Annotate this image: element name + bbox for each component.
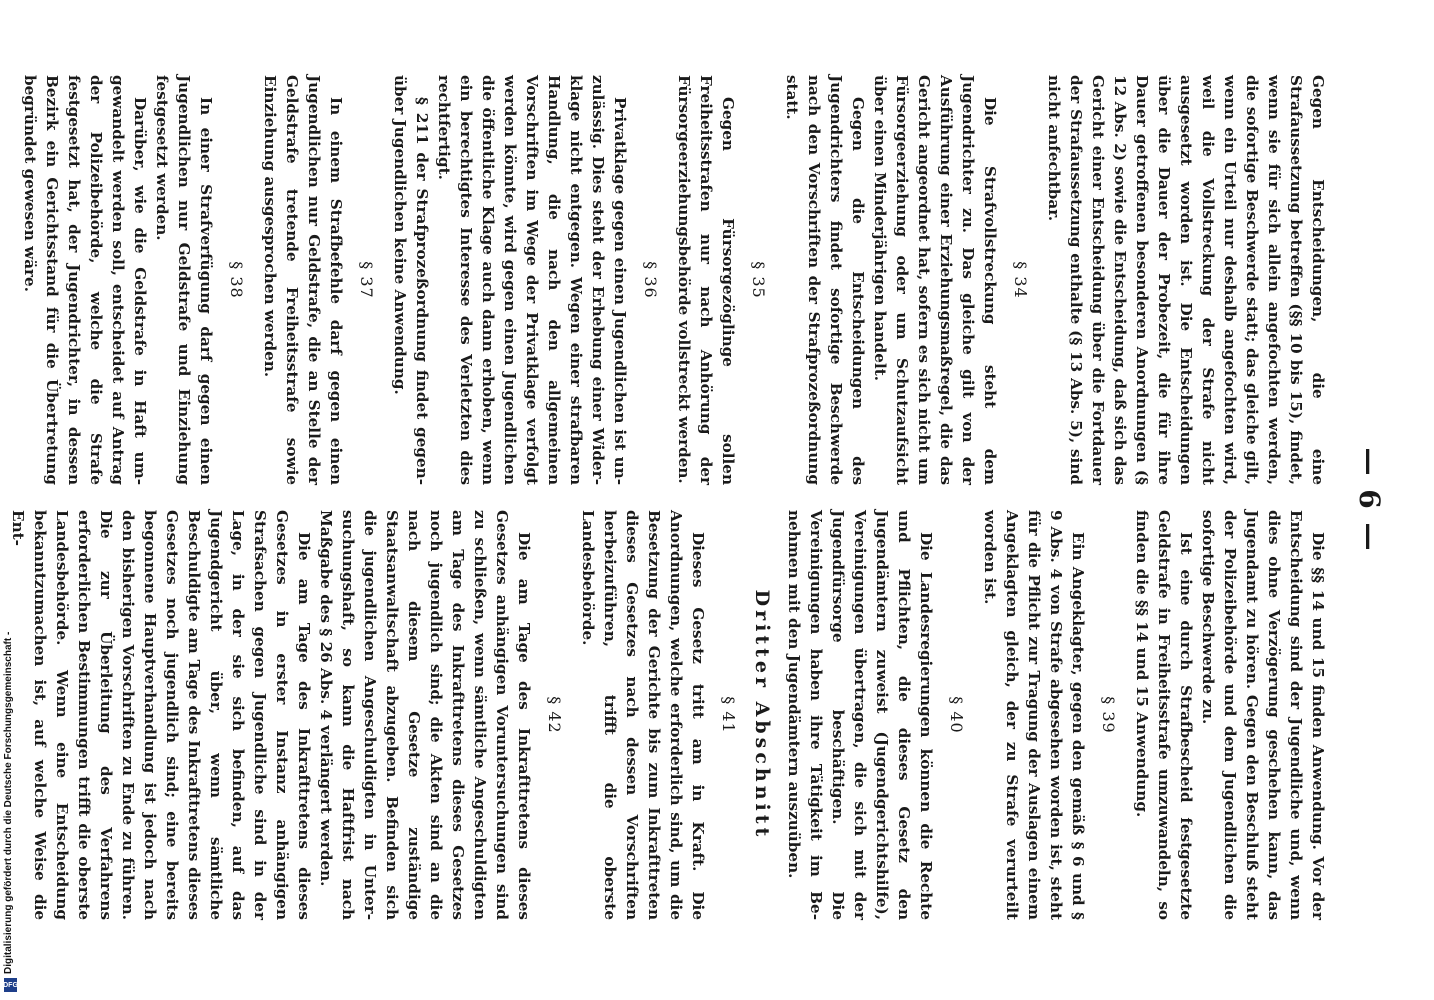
section-heading: § 40 [947,696,966,734]
dfg-logo-icon: DFG [4,978,17,992]
paragraph: In einer Strafverfügung darf gegen einen Jugendlichen nur Geldstrafe und Einziehung festgesetzt werden. [153,75,215,485]
paragraph: § 211 der Strafprozeßordnung findet gegenüber Jugendlichen keine Anwendung. [391,75,431,485]
paragraph: Darüber, wie die Geldstrafe in Haft umgewandelt werden soll, entscheidet auf Antrag der Polizeibehörde, welche die Strafe festgesetzt hat, der Jugendrichter, in dessen Bezirk ein Gerichtsstand für die Übertretung begründet gewesen wäre. [21,75,149,485]
section-heading: § 34 [1011,261,1030,299]
section-heading: § 35 [749,261,768,299]
right-column [7,510,1329,920]
section-heading: § 41 [719,696,738,734]
paragraph: Ein Angeklagter, gegen den gemäß § 6 und § 9 Abs. 4 von Strafe abgesehen worden ist, steht für die Pflicht zur Tragung der Auslagen einem Angeklagten gleich, der zu Strafe verurteilt worden ist. [981,510,1087,920]
paragraph: Die §§ 14 und 15 finden Anwendung. Vor der Entscheidung sind der Jugendliche und, wenn dies ohne Verzögerung geschehen kann, das Jugendamt zu hören. Gegen den Beschluß steht der Polizeibehörde und dem Jugendlichen die sofortige Beschwerde zu. [1199,510,1327,920]
paragraph: Gegen Entscheidungen, die eine Strafaussetzung betreffen (§§ 10 bis 15), findet, wenn sie für sich allein angefochten werden, die sofortige Beschwerde statt; das gleiche gilt, wenn ein Urteil nur deshalb angefochten wird, weil die Vollstreckung der Strafe nicht ausgesetzt worden ist. Die Entscheidungen über die Dauer der Probezeit, die für ihre Dauer getroffenen besonderen Anordnungen (§ 12 Abs. 2) sowie die Entscheidung, daß sich das Gericht einer Entscheidung über die Fortdauer der Strafaussetzung enthalte (§ 13 Abs. 5), sind nicht anfechtbar. [1045,75,1327,485]
paragraph: Privatklage gegen einen Jugendlichen ist unzulässig. Dies steht der Erhebung einer Widerklage nicht entgegen. Wegen einer strafbaren Handlung, die nach den allgemeinen Vorschriften im Wege der Privatklage verfolgt werden könnte, wird gegen einen Jugendlichen die öffentliche Klage auch dann erhoben, wenn ein berechtigtes Interesse des Verletzten dies rechtfertigt. [435,75,629,485]
left-column [19,75,1329,485]
section-heading: § 37 [357,261,376,299]
section-heading: § 36 [641,261,660,299]
paragraph: In einem Strafbefehle darf gegen einen Jugendlichen nur Geldstrafe, die an Stelle der Geldstrafe tretende Freiheitsstrafe sowie Einziehung ausgesprochen werden. [261,75,345,485]
section-heading: § 38 [227,261,246,299]
division-heading: Dritter Abschnitt [751,589,773,841]
digitization-credit [0,0,22,1000]
paragraph: Ist eine durch Strafbescheid festgesetzte Geldstrafe in Freiheitsstrafe umzuwandeln, so finden die §§ 14 und 15 Anwendung. [1133,510,1195,920]
paragraph: Gegen Fürsorgezöglinge sollen Freiheitsstrafen nur nach Anhörung der Fürsorgeerziehungsbehörde vollstreckt werden. [675,75,737,485]
page-number: — 6 — [1353,447,1386,553]
credit-text: Digitalisierung gefördert durch die Deutsche Forschungsgemeinschaft - [3,631,14,974]
paragraph: Die Strafvollstreckung steht dem Jugendrichter zu. Das gleiche gilt von der Ausführung einer Erziehungsmaßregel, die das Gericht angeordnet hat, sofern es sich nicht um Fürsorgeerziehung oder um Schutzaufsicht über einen Minderjährigen handelt. [871,75,999,485]
paragraph: Die am Tage des Inkrafttretens dieses Gesetzes in erster Instanz anhängigen Strafsachen gegen Jugendliche sind in der Lage, in der sie sich befinden, auf das Jugendgericht über, wenn sämtliche Beschuldigte am Tage des Inkrafttretens dieses Gesetzes noch jugendlich sind; eine bereits begonnene Hauptverhandlung ist jedoch nach den bisherigen Vorschriften zu Ende zu führen. Die zur Überleitung des Verfahrens erforderlichen Bestimmungen trifft die oberste Landesbehörde. Wenn eine Entscheidung bekanntzumachen ist, auf welche Weise die Ent- [9,510,313,920]
paragraph: Die am Tage des Inkrafttretens dieses Gesetzes anhängigen Voruntersuchungen sind zu schließen, wenn sämtliche Angeschuldigten am Tage des Inkrafttretens dieses Gesetzes noch jugendlich sind; die Akten sind an die nach diesem Gesetze zuständige Staatsanwaltschaft abzugeben. Befinden sich die jugendlichen Angeschuldigten in Untersuchungshaft, so kann die Haftfrist nach Maßgabe des § 26 Abs. 4 verlängert werden. [317,510,533,920]
paragraph: Dieses Gesetz tritt am in Kraft. Die Anordnungen, welche erforderlich sind, um die Besetzung der Gerichte bis zum Inkrafttreten dieses Gesetzes nach dessen Vorschriften herbeizuführen, trifft die oberste Landesbehörde. [579,510,707,920]
paragraph: Gegen die Entscheidungen des Jugendrichters findet sofortige Beschwerde nach den Vorschriften der Strafprozeßordnung statt. [783,75,867,485]
section-heading: § 42 [545,696,564,734]
paragraph: Die Landesregierungen können die Rechte und Pflichten, die dieses Gesetz den Jugendämtern zuweist (Jugendgerichtshilfe), Vereinigungen übertragen, die sich mit der Jugendfürsorge beschäftigen. Die Vereinigungen haben ihre Tätigkeit im Benehmen mit den Jugendämtern auszuüben. [785,510,935,920]
section-heading: § 39 [1099,696,1118,734]
